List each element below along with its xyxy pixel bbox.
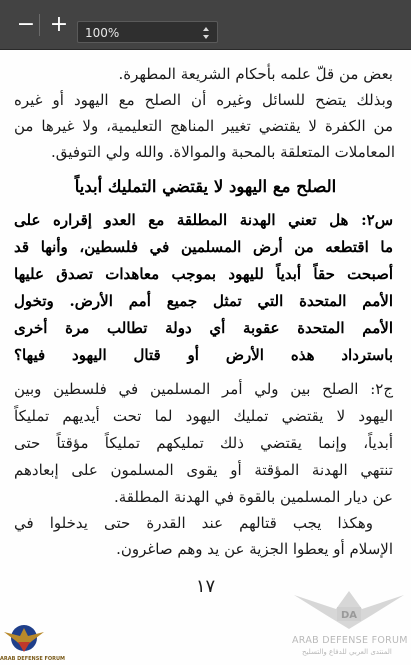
watermark-subcaption-right: المنتدى العربي للدفاع والتسليح — [302, 648, 392, 656]
answer-line: وهكذا يجب قتالهم عند القدرة حتى يدخلوا في — [14, 514, 373, 532]
answer-line: اليهود لا يقتضي تمليك اليهود لما تحت أيديهم تمليكاً — [14, 407, 393, 425]
question-line: ما اقتطعه من أرض المسلمين في فلسطين، وأنها قد — [14, 238, 393, 256]
question-line: الأمم المتحدة التي تمثل جميع أمم الأرض. وتخول — [14, 292, 393, 310]
watermark-logo-right — [290, 585, 408, 665]
question-line: س٢: هل تعني الهدنة المطلقة مع العدو إقراره على — [14, 211, 393, 229]
zoom-level-select[interactable] — [77, 21, 218, 43]
watermark-caption-left: ARAB DEFENSE FORUM — [0, 656, 66, 662]
answer-line: الإسلام أو يعطوا الجزية عن يد وهم صاغرون. — [116, 540, 393, 558]
answer-line: أبدياً، وإنما يقتضي ذلك تمليكهم تمليكاً مؤقتاً حتى — [14, 434, 393, 452]
watermark-logo-text: DA — [340, 610, 358, 621]
question-line: باسترداد هذه الأرض أو قتال اليهود فيها؟ — [14, 346, 393, 364]
pdf-toolbar — [0, 0, 411, 50]
page-number: ١٧ — [195, 576, 216, 597]
answer-line: عن ديار المسلمين بالقوة في الهدنة المطلقة. — [113, 488, 393, 506]
text-line: من الكفرة لا يقتضي تغيير المناهج التعليمية، ولا غيرها من — [14, 117, 393, 135]
answer-line: تنتهي الهدنة المؤقتة أو يقوى المسلمون على إبعادهم — [14, 461, 393, 479]
updown-arrows-icon — [202, 26, 210, 40]
zoom-out-button[interactable]: − — [16, 12, 36, 37]
question-line: أصبحت حقاً أبدياً لليهود بموجب معاهدات تصدق عليها — [14, 265, 393, 283]
watermark-logo-left — [0, 616, 66, 664]
text-line: بعض من قلّ علمه بأحكام الشريعة المطهرة. — [118, 65, 393, 83]
watermark-caption-right: ARAB DEFENSE FORUM — [292, 635, 408, 646]
section-heading: الصلح مع اليهود لا يقتضي التمليك أبدياً — [74, 177, 337, 196]
eagle-logo-icon — [2, 616, 46, 656]
text-line: وبذلك يتضح للسائل وغيره أن الصلح مع اليهود أو غيره — [14, 91, 393, 109]
text-line: المعاملات المتعلقة بالمحبة والموالاة. والله ولي التوفيق. — [51, 143, 395, 161]
document-page — [0, 50, 411, 665]
zoom-level-value: 100% — [85, 26, 120, 40]
question-line: الأمم المتحدة عقوبة أي دولة تطالب مرة أخرى — [14, 319, 393, 337]
eagle-watermark-icon — [290, 585, 408, 633]
answer-line: ج٢: الصلح بين ولي أمر المسلمين في فلسطين وبين — [14, 380, 393, 398]
toolbar-divider — [39, 14, 40, 36]
zoom-in-button[interactable]: + — [49, 12, 69, 37]
